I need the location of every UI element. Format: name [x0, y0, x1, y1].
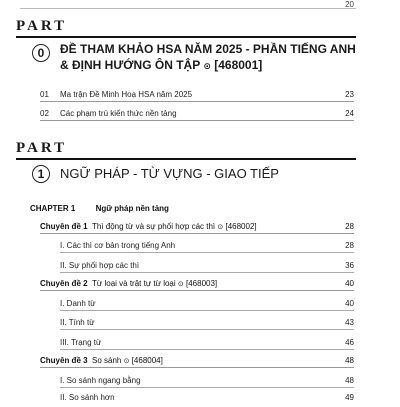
topic-title: Từ loại và trật tự từ loại ⊙ [468003]	[92, 279, 218, 288]
topic-1-row[interactable]	[40, 222, 354, 236]
subitem-page: 43	[345, 318, 354, 327]
topic-3-row[interactable]	[40, 356, 354, 370]
qr-link-icon: ⊙	[177, 281, 184, 288]
item-number: 01	[40, 90, 49, 99]
item-text: Các phạm trù kiến thức nền tảng	[60, 109, 177, 118]
subitem-text: II. Tính từ	[60, 318, 95, 327]
subitem-2-2[interactable]	[60, 318, 354, 332]
part0-number-badge	[32, 44, 50, 62]
item-text: Ma trận Đề Minh Hoạ HSA năm 2025	[60, 90, 193, 99]
subitem-page: 48	[345, 376, 354, 385]
item-rule	[40, 101, 354, 102]
part1-number-badge	[32, 165, 50, 183]
subitem-page: 49	[345, 393, 354, 402]
part1-number: 1	[37, 167, 45, 181]
part1-label: PART	[16, 140, 68, 156]
part0-code: [468001]	[214, 58, 263, 72]
topic-title: So sánh ⊙ [468004]	[92, 356, 163, 365]
part0-title-line2: & ĐỊNH HƯỚNG ÔN TẬP	[60, 58, 200, 72]
toc-item-part0-01[interactable]	[40, 90, 354, 104]
topic-2-row[interactable]	[40, 279, 354, 293]
part1-title[interactable]: NGỮ PHÁP - TỪ VỰNG - GIAO TIẾP	[60, 166, 279, 181]
subitem-rule	[60, 272, 354, 273]
subitem-rule	[60, 252, 354, 253]
subitem-3-1[interactable]	[60, 376, 354, 390]
topic-page: 28	[345, 222, 354, 231]
subitem-page: 40	[345, 299, 354, 308]
topic-label: Chuyên đề 3	[40, 356, 88, 365]
part0-label: PART	[16, 18, 68, 34]
subitem-page: 28	[345, 241, 354, 250]
subitem-text: I. Các thì cơ bản trong tiếng Anh	[60, 241, 176, 250]
subitem-text: I. So sánh ngang bằng	[60, 376, 141, 385]
part0-title[interactable]	[60, 41, 360, 74]
chapter-title: Ngữ pháp nền tảng	[95, 204, 169, 213]
chapter-1-heading[interactable]	[30, 204, 169, 213]
topic-title: Thì động từ và sự phối hợp các thì ⊙ [468002]	[92, 222, 257, 231]
topic-rule	[40, 233, 354, 234]
subitem-text: III. Trạng từ	[60, 338, 102, 347]
topic-rule	[40, 290, 354, 291]
subitem-1-1[interactable]	[60, 241, 354, 255]
topic-label: Chuyên đề 2	[40, 279, 88, 288]
item-page: 24	[345, 109, 354, 118]
subitem-rule	[60, 387, 354, 388]
topic-code: [468002]	[225, 222, 257, 231]
subitem-2-1[interactable]	[60, 299, 354, 313]
item-rule	[40, 120, 354, 121]
top-divider	[20, 8, 356, 9]
item-number: 02	[40, 109, 49, 118]
part0-title-line1: ĐỀ THAM KHẢO HSA NĂM 2025 - PHẦN TIẾNG ANH	[60, 42, 356, 56]
qr-link-icon: ⊙	[203, 61, 211, 71]
qr-link-icon: ⊙	[217, 224, 224, 231]
part0-rule	[16, 36, 356, 38]
topic-label: Chuyên đề 1	[40, 222, 88, 231]
subitem-2-3[interactable]	[60, 338, 354, 352]
subitem-rule	[60, 329, 354, 330]
subitem-text: II. Sự phối hợp các thì	[60, 261, 140, 270]
subitem-rule	[60, 349, 354, 350]
topic-code: [468003]	[186, 279, 218, 288]
subitem-text: I. Danh từ	[60, 299, 96, 308]
topic-code: [468004]	[131, 356, 163, 365]
top-page-number: 20	[345, 0, 354, 9]
subitem-1-2[interactable]	[60, 261, 354, 275]
subitem-rule	[60, 310, 354, 311]
chapter-label: CHAPTER 1	[30, 204, 76, 213]
subitem-3-2[interactable]	[60, 393, 354, 407]
part1-rule	[16, 158, 356, 160]
toc-item-part0-02[interactable]	[40, 109, 354, 123]
subitem-page: 46	[345, 338, 354, 347]
part0-number: 0	[37, 46, 45, 60]
subitem-page: 36	[345, 261, 354, 270]
topic-rule	[40, 367, 354, 368]
topic-page: 40	[345, 279, 354, 288]
subitem-text: II. So sánh hơn	[60, 393, 115, 402]
item-page: 23	[345, 90, 354, 99]
topic-page: 48	[345, 356, 354, 365]
qr-link-icon: ⊙	[123, 358, 130, 365]
